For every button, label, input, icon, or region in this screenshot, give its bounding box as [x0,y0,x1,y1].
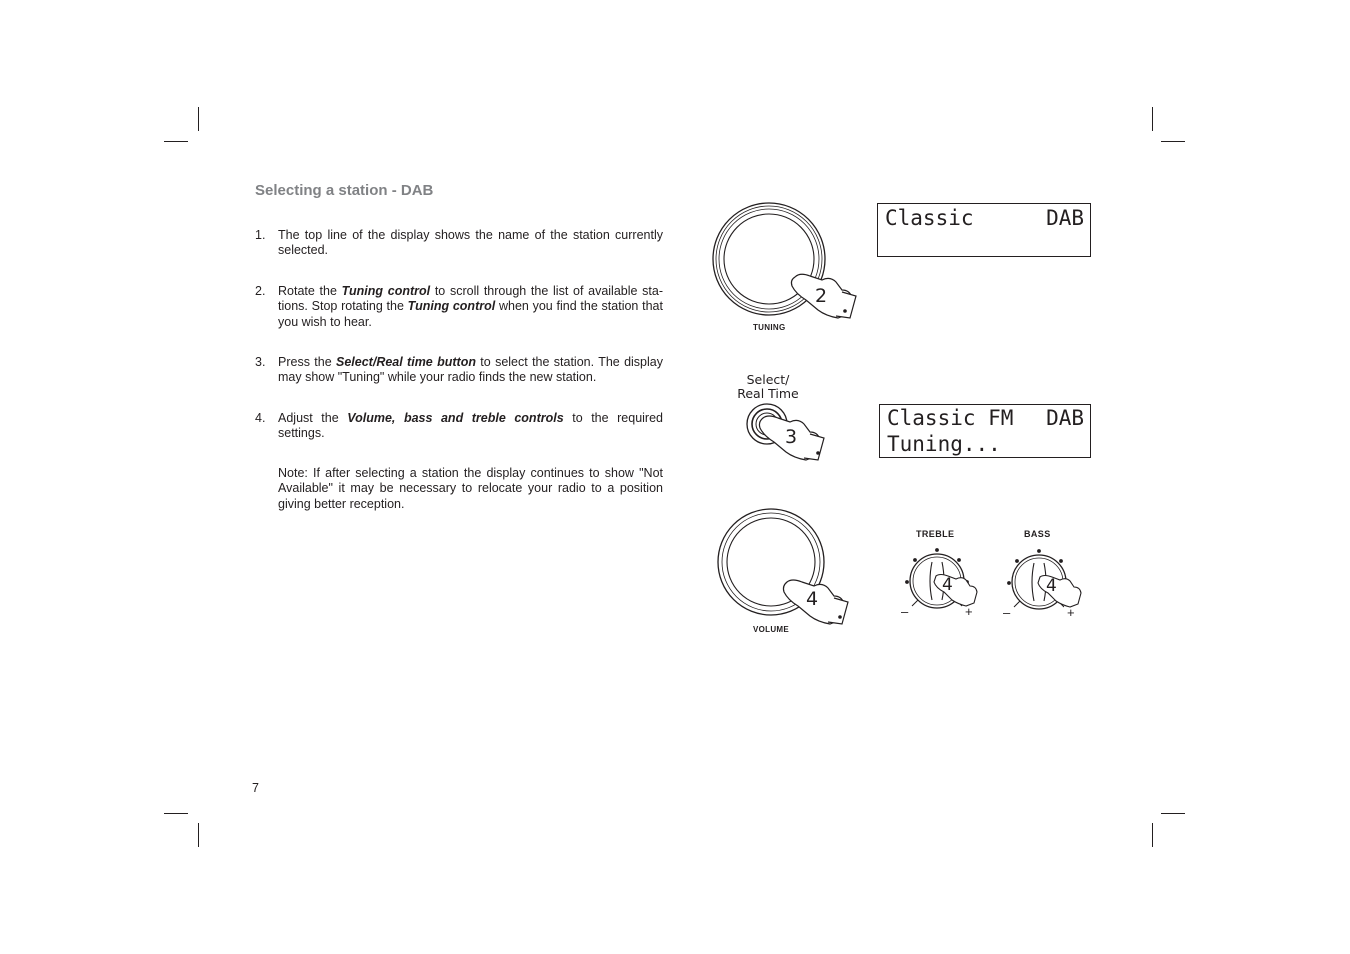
note-text: Note: If after selecting a station the display continues to show "Not Available" it may be necessary to relocate your radio to a position giving better reception. [278,466,663,511]
lcd-status: Tuning... [887,432,1001,456]
step-badge: 4 [1046,576,1057,596]
step-number: 3. [255,355,266,369]
step-text: Press the Select/Real time button to select the station. The display may show "Tuning" while your radio finds the new station. [278,355,663,385]
emphasis: Select/Real time button [336,355,476,369]
bass-label: BASS [1024,529,1051,539]
hand-pointer-icon [934,575,977,607]
step-text: The top line of the display shows the name of the station currently selected. [278,228,663,258]
treble-label: TREBLE [916,529,955,539]
step-badge: 3 [785,426,798,448]
tuning-label: TUNING [753,323,786,332]
page-title: Selecting a station - DAB [255,182,434,199]
step-badge: 4 [806,588,819,610]
emphasis: Tuning control [407,299,496,314]
step-number: 4. [255,411,266,425]
lcd-station-name: Classic [885,206,974,230]
step-number: 2. [255,284,266,298]
lcd-station-name: Classic FM [887,406,1014,430]
minus-sign: – [1003,605,1011,620]
step-number: 1. [255,228,266,242]
step-text: Adjust the Volume, bass and treble controls to the required settings. [278,411,663,441]
lcd-mode: DAB [1046,406,1084,430]
step-badge: 2 [815,285,828,307]
lcd-display [879,404,1091,458]
page-number: 7 [252,781,259,795]
lcd-mode: DAB [1046,206,1084,230]
step-badge: 4 [942,575,953,595]
select-real-time-label: Select/ Real Time [737,372,799,401]
volume-label: VOLUME [753,625,790,634]
plus-sign: + [965,604,973,619]
lcd-display [877,203,1091,257]
hand-pointer-icon [1038,576,1081,608]
emphasis: Tuning control [341,284,431,298]
emphasis: Volume, bass and treble controls [347,411,564,425]
plus-sign: + [1067,605,1075,620]
minus-sign: – [901,604,909,619]
step-text: Rotate the Tuning control to scroll through the list of available sta-tions. Stop rotating the Tuning control when you find the station that you wish to hear. [278,284,664,329]
